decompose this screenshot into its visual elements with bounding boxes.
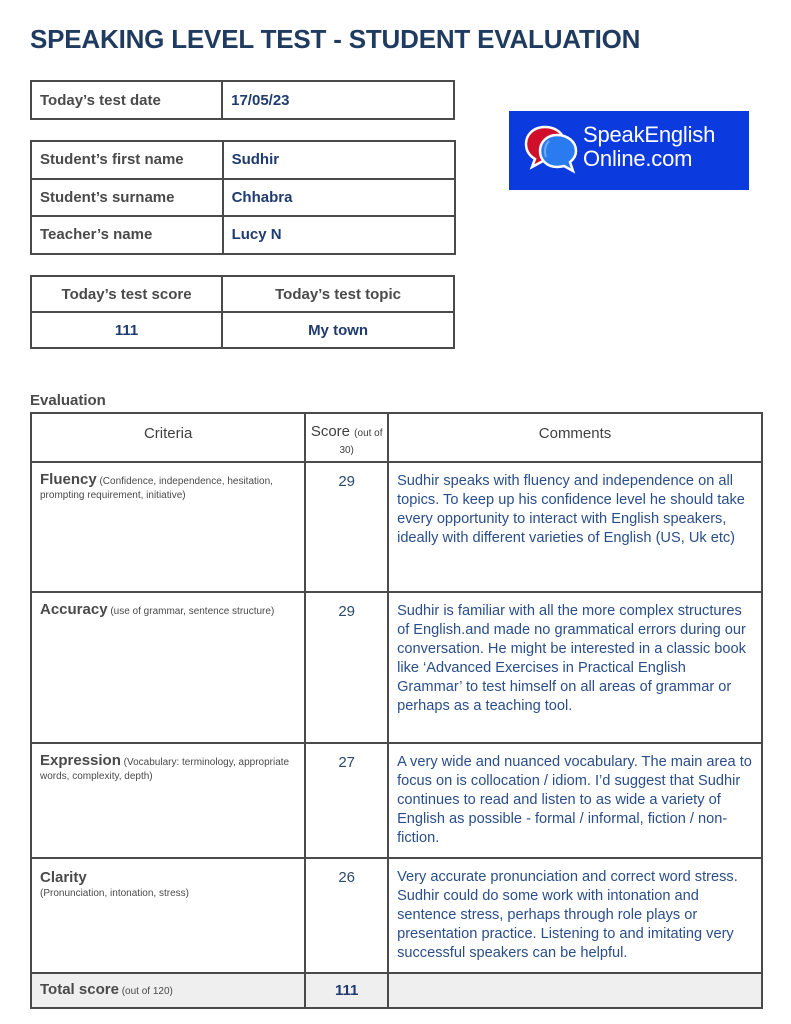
comment-cell: Very accurate pronunciation and correct word stress. Sudhir could do some work with intonation and sentence stress, perhaps through role plays or presentation practice. Listening to and imitating very successful speakers can be helpful. <box>388 858 762 973</box>
criteria-cell <box>31 743 305 858</box>
evaluation-table <box>30 412 763 1009</box>
test-date-label: Today’s test date <box>31 81 222 119</box>
logo-text <box>583 123 715 171</box>
first-name-value: Sudhir <box>223 141 455 179</box>
test-score-value: 111 <box>31 312 222 348</box>
evaluation-header-row <box>31 413 762 462</box>
total-score-row <box>31 973 762 1008</box>
score-cell: 26 <box>305 858 388 973</box>
student-info-table <box>30 140 456 255</box>
test-date-row <box>31 81 454 119</box>
test-topic-label: Today’s test topic <box>222 276 454 312</box>
score-header-label: Score <box>310 423 350 440</box>
logo-line2: Online.com <box>583 146 693 171</box>
criteria-description: (use of grammar, sentence structure) <box>110 606 275 617</box>
test-topic-value: My town <box>222 312 454 348</box>
teacher-label: Teacher’s name <box>31 216 223 254</box>
table-row <box>31 592 762 743</box>
score-cell: 29 <box>305 592 388 743</box>
criteria-header: Criteria <box>31 413 305 462</box>
criteria-cell <box>31 858 305 973</box>
criteria-name: Expression <box>40 752 121 769</box>
comment-cell: Sudhir is familiar with all the more complex structures of English.and made no grammatical errors during our conversation. He might be interested in a classic book like ‘Advanced Exercises in Practical English Grammar’ to test himself on all areas of grammar or perhaps as a teaching tool. <box>388 592 762 743</box>
criteria-name: Accuracy <box>40 601 108 618</box>
table-row <box>31 743 762 858</box>
table-row <box>31 858 762 973</box>
total-comment-cell <box>388 973 762 1008</box>
total-score-value: 111 <box>305 973 388 1008</box>
speech-bubbles-icon <box>523 121 579 177</box>
table-row <box>31 462 762 592</box>
comment-cell: Sudhir speaks with fluency and independence on all topics. To keep up his confidence level he should take every opportunity to interact with English speakers, ideally with different varieties of English (US, Uk etc) <box>388 462 762 592</box>
total-score-label-cell <box>31 973 305 1008</box>
score-topic-table <box>30 275 455 349</box>
first-name-row <box>31 141 455 179</box>
page-title: SPEAKING LEVEL TEST - STUDENT EVALUATION <box>30 24 641 54</box>
surname-row <box>31 179 455 217</box>
evaluation-section-label: Evaluation <box>30 392 106 409</box>
comment-cell: A very wide and nuanced vocabulary. The main area to focus on is collocation / idiom. I’d suggest that Sudhir continues to read and listen to as wide a variety of English as possible - formal / informal, fiction / non-fiction. <box>388 743 762 858</box>
logo-line1: SpeakEnglish <box>583 122 716 147</box>
score-topic-header-row <box>31 276 454 312</box>
score-cell: 29 <box>305 462 388 592</box>
test-date-value: 17/05/23 <box>222 81 454 119</box>
criteria-description: (Pronunciation, intonation, stress) <box>40 888 189 899</box>
total-score-label: Total score <box>40 980 119 998</box>
score-header <box>305 413 388 462</box>
score-header-note: (out of 30) <box>339 428 383 456</box>
speakenglishonline-logo <box>509 111 749 190</box>
first-name-label: Student’s first name <box>31 141 223 179</box>
criteria-description: (Vocabulary: terminology, appropriate words, complexity, depth) <box>40 757 290 782</box>
surname-label: Student’s surname <box>31 179 223 217</box>
criteria-name: Fluency <box>40 471 97 488</box>
score-topic-value-row <box>31 312 454 348</box>
surname-value: Chhabra <box>223 179 455 217</box>
criteria-description: (Confidence, independence, hesitation, prompting requirement, initiative) <box>40 476 273 501</box>
score-cell: 27 <box>305 743 388 858</box>
criteria-name: Clarity <box>40 869 87 886</box>
comments-header: Comments <box>388 413 762 462</box>
teacher-row <box>31 216 455 254</box>
teacher-value: Lucy N <box>223 216 455 254</box>
total-score-note: (out of 120) <box>121 985 173 997</box>
test-score-label: Today’s test score <box>31 276 222 312</box>
test-date-table <box>30 80 455 120</box>
criteria-cell <box>31 462 305 592</box>
criteria-cell <box>31 592 305 743</box>
